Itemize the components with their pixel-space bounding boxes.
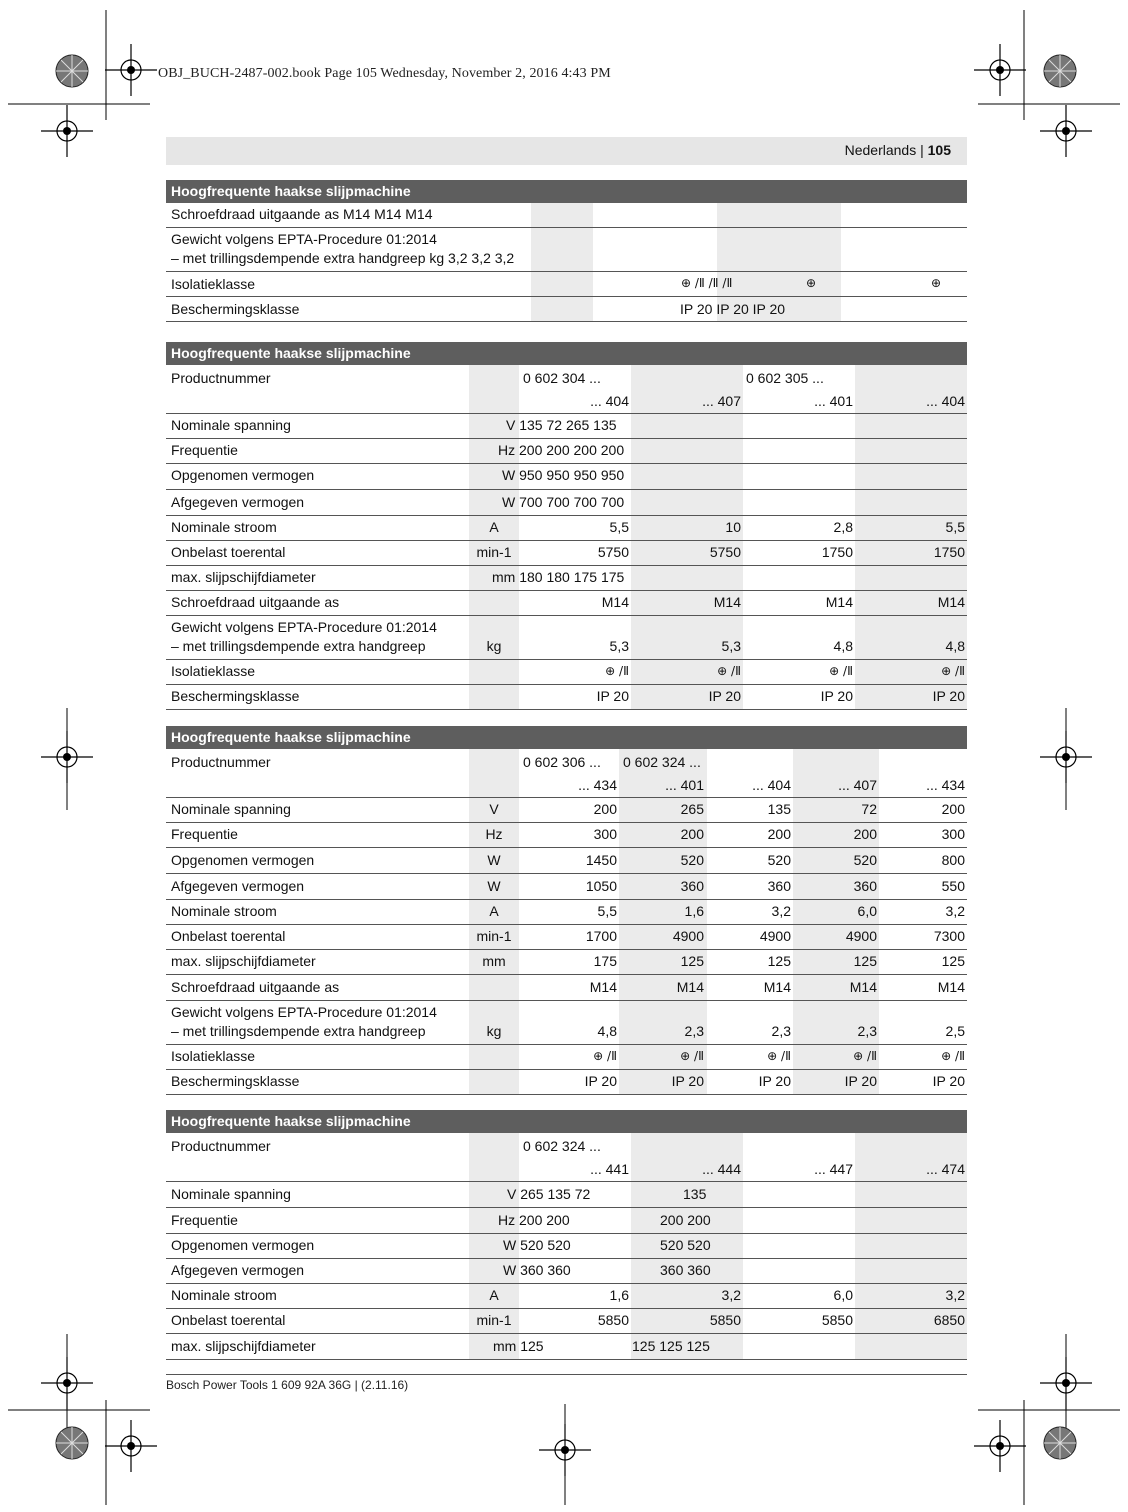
cell-value: 3,2 <box>945 903 965 919</box>
unit: kg <box>486 1023 502 1039</box>
cell-value: 2,5 <box>945 1023 965 1039</box>
column-header: ... 434 <box>578 777 617 793</box>
protection-class-icon: ⊕ <box>806 276 817 290</box>
cell-value: 1750 <box>933 544 965 560</box>
column-header: ... 474 <box>926 1161 965 1177</box>
cell-value: 520 <box>853 852 877 868</box>
merged-values: W 360 360 <box>503 1262 571 1278</box>
registration-cross-icon <box>41 105 93 157</box>
table-row <box>166 1001 967 1045</box>
unit: A <box>489 903 499 919</box>
cell-value: 5850 <box>821 1312 853 1328</box>
product-group: 0 602 324 ... <box>623 754 701 770</box>
registration-star-icon <box>56 55 88 87</box>
row-label: Nominale spanning <box>171 417 291 433</box>
cell-value: M14 <box>713 594 741 610</box>
protection-class-icon: ⊕ /Ⅱ <box>829 664 853 678</box>
cell-value: 5750 <box>597 544 629 560</box>
cell-value: IP 20 IP 20 IP 20 <box>680 301 786 317</box>
cell-value: 1750 <box>821 544 853 560</box>
cell-value: 5,5 <box>597 903 617 919</box>
table-row <box>166 516 967 541</box>
cell-value: 2,8 <box>833 519 853 535</box>
column-header: ... 407 <box>838 777 877 793</box>
unit: A <box>489 1287 499 1303</box>
table-row <box>166 1334 967 1360</box>
cell-value: 1450 <box>585 852 617 868</box>
table-row <box>166 414 967 439</box>
spec-table-1 <box>166 180 967 322</box>
table-row <box>166 490 967 516</box>
registration-cross-icon <box>1040 1357 1092 1409</box>
cell-value: IP 20 <box>820 688 853 704</box>
table-row <box>166 685 967 710</box>
table-title: Hoogfrequente haakse slijpmachine <box>166 1110 967 1133</box>
row-label: max. slijpschijfdiameter <box>171 953 316 969</box>
table-row <box>166 1070 967 1095</box>
table-row <box>166 925 967 950</box>
cell-value: 3,2 <box>721 1287 741 1303</box>
table-row <box>166 660 967 685</box>
spec-table-4 <box>166 1110 967 1360</box>
table-row <box>166 1234 967 1259</box>
product-group: 0 602 305 ... <box>746 370 824 386</box>
row-label: Frequentie <box>171 826 238 842</box>
cell-value: 175 <box>593 953 617 969</box>
cell-value: 72 <box>861 801 877 817</box>
table-row <box>166 297 967 322</box>
column-header: ... 404 <box>590 393 629 409</box>
cell-value: IP 20 <box>758 1073 791 1089</box>
protection-class-icon: ⊕ /Ⅱ <box>593 1049 617 1063</box>
cell-value: 5850 <box>597 1312 629 1328</box>
cell-value: 200 <box>680 826 704 842</box>
row-label: Afgegeven vermogen <box>171 1262 305 1278</box>
protection-class-icon: ⊕ /Ⅱ /Ⅱ /Ⅱ <box>681 276 733 290</box>
cell-value: 1050 <box>585 878 617 894</box>
row-label: Nominale spanning <box>171 801 291 817</box>
row-label: Frequentie <box>171 442 238 458</box>
column-header: ... 407 <box>702 393 741 409</box>
column-header: ... 444 <box>702 1161 741 1177</box>
cell-value: 1,6 <box>684 903 704 919</box>
cell-value: 4900 <box>845 928 877 944</box>
cell-value: 5,3 <box>609 638 629 654</box>
language-label: Nederlands <box>844 142 917 158</box>
column-header: ... 401 <box>814 393 853 409</box>
merged-values: 135 <box>683 1186 707 1202</box>
row-label-line: Gewicht volgens EPTA-Procedure 01:2014 <box>171 1004 437 1020</box>
cell-value: M14 <box>825 594 853 610</box>
cell-value: 6,0 <box>857 903 877 919</box>
registration-cross-icon <box>105 1420 157 1472</box>
cell-value: 520 <box>680 852 704 868</box>
merged-values: 200 200 <box>660 1212 711 1228</box>
cell-value: 3,2 <box>771 903 791 919</box>
product-group: 0 602 324 ... <box>523 1138 601 1154</box>
row-label: Opgenomen vermogen <box>171 852 315 868</box>
row-label: Afgegeven vermogen <box>171 878 305 894</box>
merged-values: W 520 520 <box>503 1237 571 1253</box>
page-number: 105 <box>927 142 951 158</box>
cell-value: 5,5 <box>609 519 629 535</box>
table-row <box>166 950 967 975</box>
cell-value: IP 20 <box>932 1073 965 1089</box>
cell-value: 520 <box>767 852 791 868</box>
row-label: Beschermingsklasse <box>171 1073 300 1089</box>
cell-value: 1700 <box>585 928 617 944</box>
merged-values: Hz 200 200 200 200 <box>498 442 625 458</box>
table-row <box>166 272 967 297</box>
registration-star-icon <box>1044 55 1076 87</box>
cell-value: 5750 <box>709 544 741 560</box>
cell-value: 200 <box>767 826 791 842</box>
column-header: ... 404 <box>926 393 965 409</box>
merged-values: mm 180 180 175 175 <box>492 569 625 585</box>
cell-value: 125 <box>680 953 704 969</box>
table-row <box>166 566 967 591</box>
protection-class-icon: ⊕ /Ⅱ <box>605 664 629 678</box>
table-body <box>166 749 967 1095</box>
row-label: Onbelast toerental <box>171 1312 286 1328</box>
row-label-line: – met trillingsdempende extra handgreep <box>171 1023 426 1039</box>
table-row <box>166 1309 967 1334</box>
table-row <box>166 1259 967 1284</box>
cell-value: 4,8 <box>833 638 853 654</box>
column-header: ... 401 <box>665 777 704 793</box>
cell-value: 200 <box>853 826 877 842</box>
row-label: Afgegeven vermogen <box>171 494 305 510</box>
product-group: 0 602 306 ... <box>523 754 601 770</box>
table-row <box>166 848 967 874</box>
unit: W <box>487 878 501 894</box>
row-label: Opgenomen vermogen <box>171 1237 315 1253</box>
cell-value: 2,3 <box>857 1023 877 1039</box>
row-label: Nominale spanning <box>171 1186 291 1202</box>
column-header: ... 447 <box>814 1161 853 1177</box>
table-row <box>166 1208 967 1234</box>
protection-class-icon: ⊕ /Ⅱ <box>853 1049 877 1063</box>
table-row <box>166 203 967 228</box>
row-label: Opgenomen vermogen <box>171 467 315 483</box>
page-header-bar <box>166 137 967 165</box>
cell-value: IP 20 <box>596 688 629 704</box>
table-row <box>166 541 967 566</box>
cell-value: 4900 <box>672 928 704 944</box>
table-header-row <box>166 749 967 798</box>
table-row <box>166 798 967 823</box>
row-label: max. slijpschijfdiameter <box>171 569 316 585</box>
merged-values: W 700 700 700 700 <box>502 494 625 510</box>
print-header: OBJ_BUCH-2487-002.book Page 105 Wednesday, November 2, 2016 4:43 PM <box>158 66 611 81</box>
cell-value: IP 20 <box>671 1073 704 1089</box>
protection-class-icon: ⊕ /Ⅱ <box>767 1049 791 1063</box>
row-label: Schroefdraad uitgaande as <box>171 594 340 610</box>
cell-value: 300 <box>941 826 965 842</box>
product-group: 0 602 304 ... <box>523 370 601 386</box>
table-body <box>166 1133 967 1360</box>
column-header: ... 404 <box>752 777 791 793</box>
row-label: Nominale stroom <box>171 1287 277 1303</box>
cell-value: 125 <box>767 953 791 969</box>
row-label: Isolatieklasse <box>171 276 256 292</box>
row-label: max. slijpschijfdiameter <box>171 1338 316 1354</box>
cell-value: 2,3 <box>684 1023 704 1039</box>
cell-value: 1,6 <box>609 1287 629 1303</box>
spec-table-2 <box>166 342 967 710</box>
table-header-row <box>166 1133 967 1182</box>
cell-value: 6850 <box>933 1312 965 1328</box>
cell-value: M14 <box>937 979 965 995</box>
unit: min-1 <box>476 1312 512 1328</box>
cell-value: 5,3 <box>721 638 741 654</box>
cell-value: IP 20 <box>932 688 965 704</box>
row-label: Beschermingsklasse <box>171 301 300 317</box>
cell-value: 6,0 <box>833 1287 853 1303</box>
protection-class-icon: ⊕ /Ⅱ <box>941 1049 965 1063</box>
row-label-line: Gewicht volgens EPTA-Procedure 01:2014 <box>171 231 437 247</box>
column-header: ... 434 <box>926 777 965 793</box>
cell-value: 7300 <box>933 928 965 944</box>
cell-value: 360 <box>853 878 877 894</box>
cell-value: 125 <box>853 953 877 969</box>
spec-table-3 <box>166 726 967 1095</box>
row-label: Schroefdraad uitgaande as M14 M14 M14 <box>171 206 433 222</box>
table-body <box>166 203 967 322</box>
unit: Hz <box>485 826 503 842</box>
table-title: Hoogfrequente haakse slijpmachine <box>166 726 967 749</box>
cell-value: 550 <box>941 878 965 894</box>
cell-value: M14 <box>601 594 629 610</box>
registration-cross-icon <box>105 44 157 96</box>
protection-class-icon: ⊕ /Ⅱ <box>941 664 965 678</box>
merged-values: 520 520 <box>660 1237 711 1253</box>
table-row <box>166 591 967 616</box>
merged-values: mm 125 <box>493 1338 544 1354</box>
row-label: Onbelast toerental <box>171 544 286 560</box>
cell-value: IP 20 <box>584 1073 617 1089</box>
cell-value: 300 <box>593 826 617 842</box>
cell-value: 360 <box>680 878 704 894</box>
merged-values: W 950 950 950 950 <box>502 467 625 483</box>
table-row <box>166 975 967 1001</box>
table-row <box>166 874 967 900</box>
cell-value: 800 <box>941 852 965 868</box>
header-separator: | <box>920 142 924 158</box>
unit: V <box>489 801 499 817</box>
cell-value: 5,5 <box>945 519 965 535</box>
cell-value: IP 20 <box>844 1073 877 1089</box>
page-footer: Bosch Power Tools 1 609 92A 36G | (2.11.16) <box>166 1374 967 1392</box>
table-title: Hoogfrequente haakse slijpmachine <box>166 180 967 203</box>
cell-value: 2,3 <box>771 1023 791 1039</box>
unit: mm <box>482 953 506 969</box>
cell-value: 265 <box>680 801 704 817</box>
registration-cross-icon <box>1040 731 1092 783</box>
row-label: Frequentie <box>171 1212 238 1228</box>
registration-cross-icon <box>1040 105 1092 157</box>
cell-value: M14 <box>937 594 965 610</box>
table-row <box>166 900 967 925</box>
row-label-line: Gewicht volgens EPTA-Procedure 01:2014 <box>171 619 437 635</box>
unit: A <box>489 519 499 535</box>
cell-value: M14 <box>589 979 617 995</box>
cell-value: 10 <box>725 519 741 535</box>
table-row <box>166 823 967 848</box>
table-row <box>166 1045 967 1070</box>
cell-value: 125 <box>941 953 965 969</box>
protection-class-icon: ⊕ <box>931 276 942 290</box>
registration-star-icon <box>1044 1427 1076 1459</box>
unit: kg <box>486 638 502 654</box>
cell-value: IP 20 <box>708 688 741 704</box>
table-title: Hoogfrequente haakse slijpmachine <box>166 342 967 365</box>
row-label: Schroefdraad uitgaande as <box>171 979 340 995</box>
registration-cross-icon <box>41 731 93 783</box>
registration-cross-icon <box>974 44 1026 96</box>
table-body <box>166 365 967 710</box>
table-row <box>166 1284 967 1309</box>
registration-cross-icon <box>41 1357 93 1409</box>
cell-value: 200 <box>941 801 965 817</box>
cell-value: 4,8 <box>945 638 965 654</box>
protection-class-icon: ⊕ /Ⅱ <box>717 664 741 678</box>
table-row <box>166 616 967 660</box>
row-label: Beschermingsklasse <box>171 688 300 704</box>
merged-values: V 135 72 265 135 <box>506 417 617 433</box>
merged-values: V 265 135 72 <box>507 1186 591 1202</box>
cell-value: 200 <box>593 801 617 817</box>
table-row <box>166 228 967 272</box>
cell-value: 360 <box>767 878 791 894</box>
cell-value: 4,8 <box>597 1023 617 1039</box>
product-number-label: Productnummer <box>171 1138 271 1154</box>
product-number-label: Productnummer <box>171 754 271 770</box>
cell-value: 3,2 <box>945 1287 965 1303</box>
registration-cross-icon <box>539 1424 591 1476</box>
protection-class-icon: ⊕ /Ⅱ <box>680 1049 704 1063</box>
table-header-row <box>166 365 967 414</box>
page-header <box>845 142 951 158</box>
row-label: Nominale stroom <box>171 519 277 535</box>
merged-values: 125 125 125 <box>632 1338 710 1354</box>
row-label: Onbelast toerental <box>171 928 286 944</box>
unit: min-1 <box>476 928 512 944</box>
row-label-line: – met trillingsdempende extra handgreep kg 3,2 3,2 3,2 <box>171 250 515 266</box>
unit: min-1 <box>476 544 512 560</box>
cell-value: M14 <box>763 979 791 995</box>
merged-values: 360 360 <box>660 1262 711 1278</box>
cell-value: 135 <box>767 801 791 817</box>
row-label: Isolatieklasse <box>171 1048 256 1064</box>
cell-value: M14 <box>676 979 704 995</box>
unit: W <box>487 852 501 868</box>
cell-value: 4900 <box>759 928 791 944</box>
table-row <box>166 439 967 464</box>
column-header: ... 441 <box>590 1161 629 1177</box>
registration-cross-icon <box>974 1420 1026 1472</box>
registration-star-icon <box>56 1427 88 1459</box>
merged-values: Hz 200 200 <box>498 1212 570 1228</box>
table-row <box>166 464 967 490</box>
table-row <box>166 1182 967 1208</box>
cell-value: 5850 <box>709 1312 741 1328</box>
row-label: Isolatieklasse <box>171 663 256 679</box>
product-number-label: Productnummer <box>171 370 271 386</box>
row-label: Nominale stroom <box>171 903 277 919</box>
row-label-line: – met trillingsdempende extra handgreep <box>171 638 426 654</box>
cell-value: M14 <box>849 979 877 995</box>
